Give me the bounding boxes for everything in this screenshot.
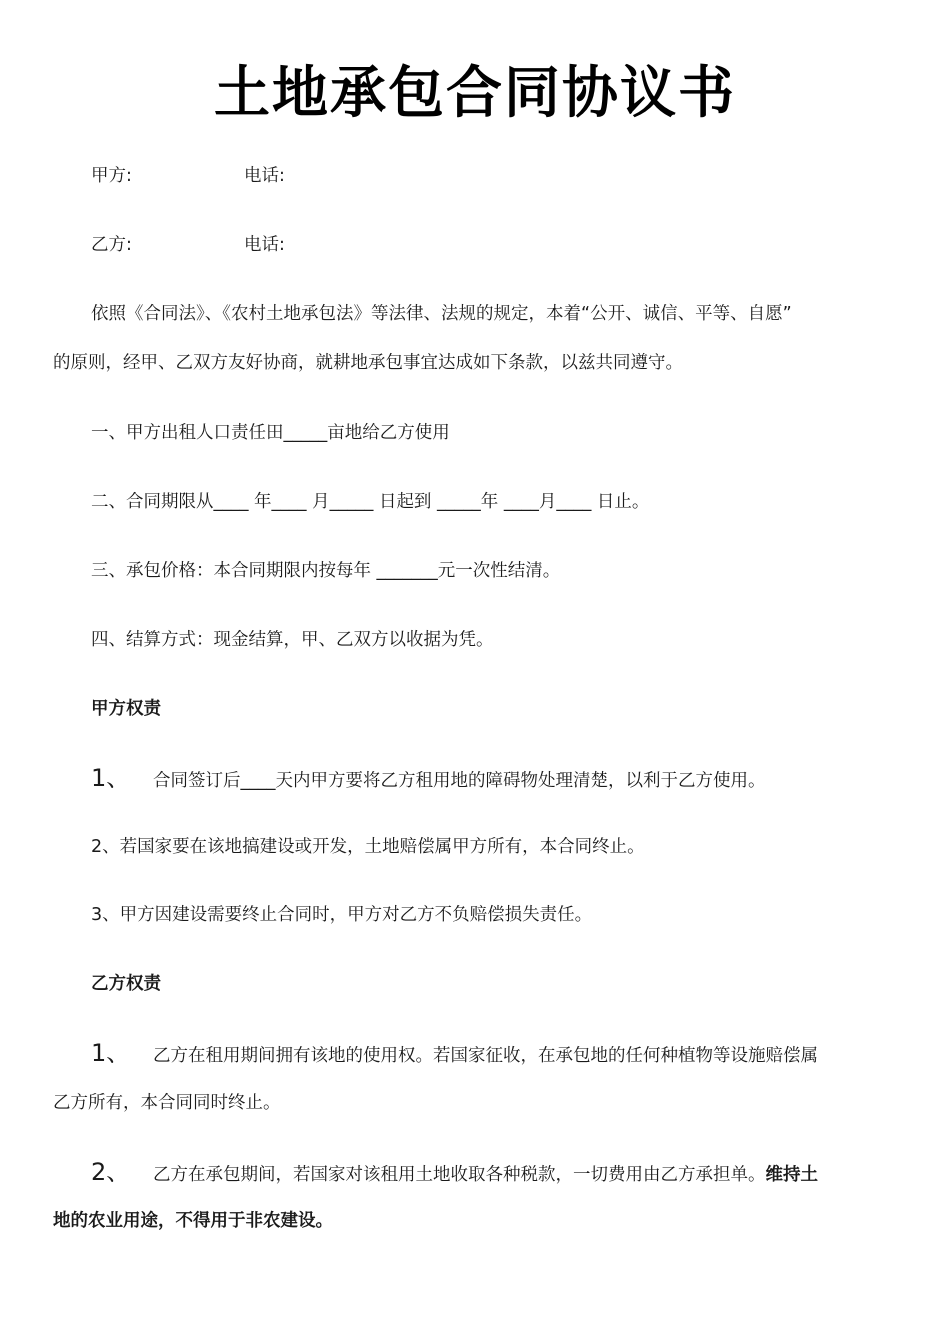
- party-a-row: [91, 164, 132, 188]
- party-b-item-1-line-1: [91, 1041, 818, 1068]
- party-a-item-1: [91, 766, 766, 793]
- party-a-item-2: 2、若国家要在该地搞建设或开发，土地赔偿属甲方所有，本合同终止。: [91, 837, 645, 857]
- party-b-item-2-line-1: [91, 1160, 818, 1187]
- party-b-item-1-line-2: 乙方所有，本合同同时终止。: [53, 1093, 281, 1113]
- party-b-row: [91, 233, 132, 257]
- party-a-item-3: 3、甲方因建设需要终止合同时，甲方对乙方不负赔偿损失责任。: [91, 905, 593, 925]
- party-a-item-1-number: 1、: [91, 764, 131, 792]
- party-b-item-2-text: 乙方在承包期间，若国家对该租用土地收取各种税款，一切费用由乙方承担单。: [153, 1165, 766, 1185]
- intro-line-2: 的原则，经甲、乙双方友好协商，就耕地承包事宜达成如下条款，以兹共同遵守。: [53, 353, 683, 373]
- clause-2: 二、合同期限从____ 年____ 月_____ 日起到 _____年 ____月____ 日止。: [91, 492, 650, 512]
- intro-line-1: 依照《合同法》、《农村土地承包法》等法律、法规的规定，本着“公开、诚信、平等、自愿”: [91, 304, 792, 324]
- party-b-item-1-number: 1、: [91, 1039, 131, 1067]
- document-title: 土地承包合同协议书: [214, 60, 736, 126]
- party-b-phone-label: 电话:: [244, 235, 285, 255]
- clause-1: 一、甲方出租人口责任田_____亩地给乙方使用: [91, 423, 450, 443]
- party-b-item-2-number: 2、: [91, 1158, 131, 1186]
- party-b-rights-heading: 乙方权责: [91, 974, 161, 994]
- party-b-item-2-line-2: 地的农业用途，不得用于非农建设。: [53, 1211, 333, 1231]
- party-b-label: 乙方:: [91, 235, 132, 255]
- party-a-rights-heading: 甲方权责: [91, 699, 161, 719]
- clause-3: 三、承包价格：本合同期限内按每年 _______元一次性结清。: [91, 561, 561, 581]
- clause-4: 四、结算方式：现金结算，甲、乙双方以收据为凭。: [91, 630, 494, 650]
- party-b-item-2-text-emphasis: 维持土: [765, 1165, 818, 1185]
- party-a-item-1-text: 合同签订后____天内甲方要将乙方租用地的障碍物处理清楚，以利于乙方使用。: [153, 771, 766, 791]
- party-a-label: 甲方:: [91, 166, 132, 186]
- party-b-item-1-text: 乙方在租用期间拥有该地的使用权。若国家征收，在承包地的任何种植物等设施赔偿属: [153, 1046, 818, 1066]
- party-a-phone-label: 电话:: [244, 166, 285, 186]
